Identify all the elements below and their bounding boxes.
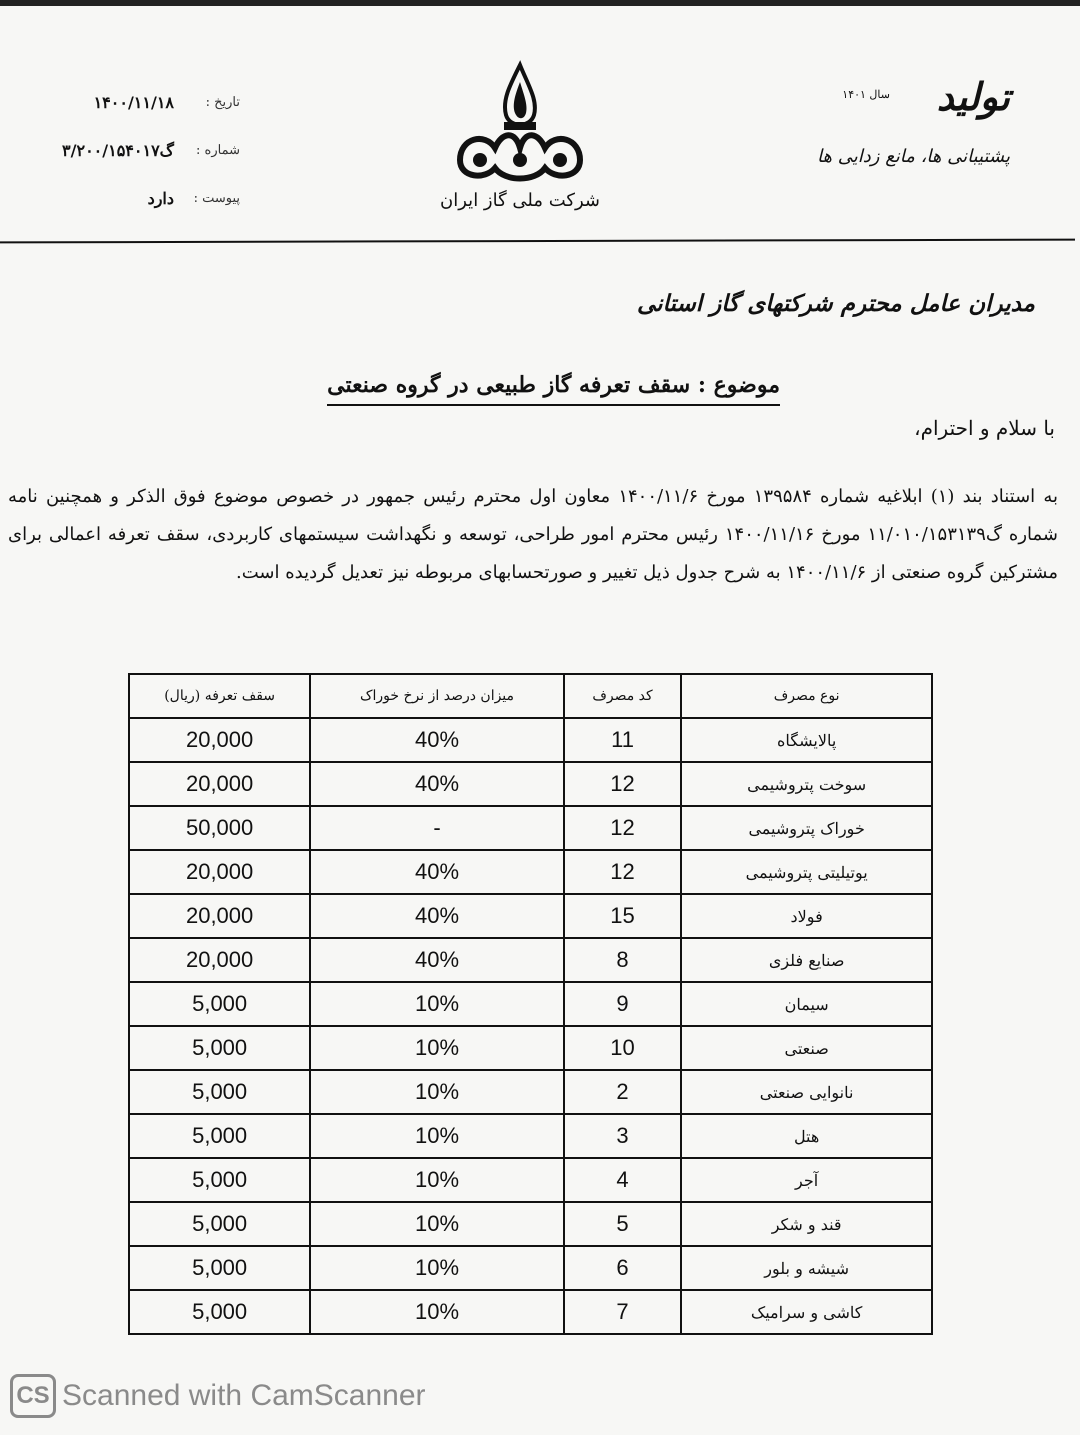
type-cell: قند و شکر [681,1202,932,1246]
date-label: تاریخ : [205,94,240,110]
table-row [129,938,932,982]
percent-cell: 10% [310,1246,564,1290]
cap-cell: 5,000 [129,982,310,1026]
header-divider [0,239,1075,244]
header-type: نوع مصرف [681,674,932,718]
type-cell: خوراک پتروشیمی [681,806,932,850]
cap-cell: 5,000 [129,1158,310,1202]
table-row [129,762,932,806]
watermark-text: Scanned with CamScanner [62,1379,426,1412]
type-cell: شیشه و بلور [681,1246,932,1290]
cap-cell: 20,000 [129,718,310,762]
code-cell: 5 [564,1202,681,1246]
table-row [129,1290,932,1334]
code-cell: 11 [564,718,681,762]
code-cell: 12 [564,850,681,894]
attachment-value: دارد [147,188,174,208]
type-cell: هتل [681,1114,932,1158]
number-row [0,126,240,174]
greeting: با سلام و احترام، [914,416,1055,440]
cap-cell: 20,000 [129,762,310,806]
recipient: مدیران عامل محترم شرکتهای گاز استانی [636,290,1035,317]
table-row [129,1158,932,1202]
percent-cell: 40% [310,850,564,894]
camscanner-watermark [10,1374,426,1418]
cap-cell: 5,000 [129,1202,310,1246]
date-value: ۱۴۰۰/۱۱/۱۸ [93,92,174,112]
code-cell: 12 [564,806,681,850]
table-row [129,718,932,762]
type-cell: صنایع فلزی [681,938,932,982]
percent-cell: 10% [310,1202,564,1246]
slogan-block [810,70,1010,200]
code-cell: 9 [564,982,681,1026]
code-cell: 12 [564,762,681,806]
table-row [129,1114,932,1158]
cap-cell: 20,000 [129,850,310,894]
tariff-table [128,673,933,1335]
cap-cell: 5,000 [129,1026,310,1070]
percent-cell: 10% [310,1158,564,1202]
date-row [0,78,240,126]
attachment-row [0,174,240,222]
table-body [129,718,932,1334]
type-cell: پالایشگاه [681,718,932,762]
code-cell: 8 [564,938,681,982]
cap-cell: 5,000 [129,1290,310,1334]
type-cell: فولاد [681,894,932,938]
percent-cell: 10% [310,1290,564,1334]
percent-cell: - [310,806,564,850]
type-cell: آجر [681,1158,932,1202]
subject-line: موضوع : سقف تعرفه گاز طبیعی در گروه صنعتی [327,372,780,406]
scan-top-edge [0,0,1080,6]
tariff-table-wrap [128,673,933,1335]
table-row [129,1202,932,1246]
type-cell: نانوایی صنعتی [681,1070,932,1114]
letter-meta [0,78,240,222]
table-row [129,1026,932,1070]
code-cell: 6 [564,1246,681,1290]
slogan-main: تولید [936,74,1010,119]
table-row [129,1070,932,1114]
header-code: کد مصرف [564,674,681,718]
type-cell: کاشی و سرامیک [681,1290,932,1334]
table-header-row [129,674,932,718]
percent-cell: 10% [310,982,564,1026]
table-row [129,806,932,850]
type-cell: یوتیلیتی پتروشیمی [681,850,932,894]
code-cell: 3 [564,1114,681,1158]
percent-cell: 40% [310,718,564,762]
percent-cell: 10% [310,1070,564,1114]
percent-cell: 10% [310,1114,564,1158]
slogan-year: سال ۱۴۰۱ [842,88,890,101]
percent-cell: 40% [310,938,564,982]
company-name: شرکت ملی گاز ایران [440,190,600,211]
camscanner-logo-icon: CS [10,1374,56,1418]
code-cell: 15 [564,894,681,938]
code-cell: 10 [564,1026,681,1070]
cap-cell: 5,000 [129,1070,310,1114]
percent-cell: 40% [310,894,564,938]
table-row [129,982,932,1026]
table-row [129,850,932,894]
code-cell: 2 [564,1070,681,1114]
header-cap: سقف تعرفه (ریال) [129,674,310,718]
code-cell: 4 [564,1158,681,1202]
cap-cell: 20,000 [129,894,310,938]
body-paragraph: به استناد بند (۱) ابلاغیه شماره ۱۳۹۵۸۴ مورخ ۱۴۰۰/۱۱/۶ معاون اول محترم رئیس جمهور در خصوص موضوع فوق الذکر و همچنین نامه شماره گ۱۱/۰۱۰/۱۵۳۱۳۹ مورخ ۱۴۰۰/۱۱/۱۶ رئیس محترم امور طراحی، توسعه و نگهداشت سیستمهای کاربردی، سقف تعرفه اعمالی برای مشترکین گروه صنعتی از ۱۴۰۰/۱۱/۶ به شرح جدول ذیل تغییر و صورتحسابهای مربوطه نیز تعدیل گردیده است. [8,486,1059,583]
slogan-sub: پشتیبانی ها، مانع زدایی ها [817,146,1010,167]
percent-cell: 10% [310,1026,564,1070]
type-cell: صنعتی [681,1026,932,1070]
number-label: شماره : [196,142,240,158]
cap-cell: 50,000 [129,806,310,850]
cap-cell: 20,000 [129,938,310,982]
header-percent: میزان درصد از نرخ خوراک [310,674,564,718]
table-row [129,1246,932,1290]
code-cell: 7 [564,1290,681,1334]
percent-cell: 40% [310,762,564,806]
attachment-label: پیوست : [193,190,240,206]
type-cell: سیمان [681,982,932,1026]
cap-cell: 5,000 [129,1114,310,1158]
number-value: گ۳/۲۰۰/۱۵۴۰۱۷ [62,140,174,160]
table-row [129,894,932,938]
type-cell: سوخت پتروشیمی [681,762,932,806]
cap-cell: 5,000 [129,1246,310,1290]
